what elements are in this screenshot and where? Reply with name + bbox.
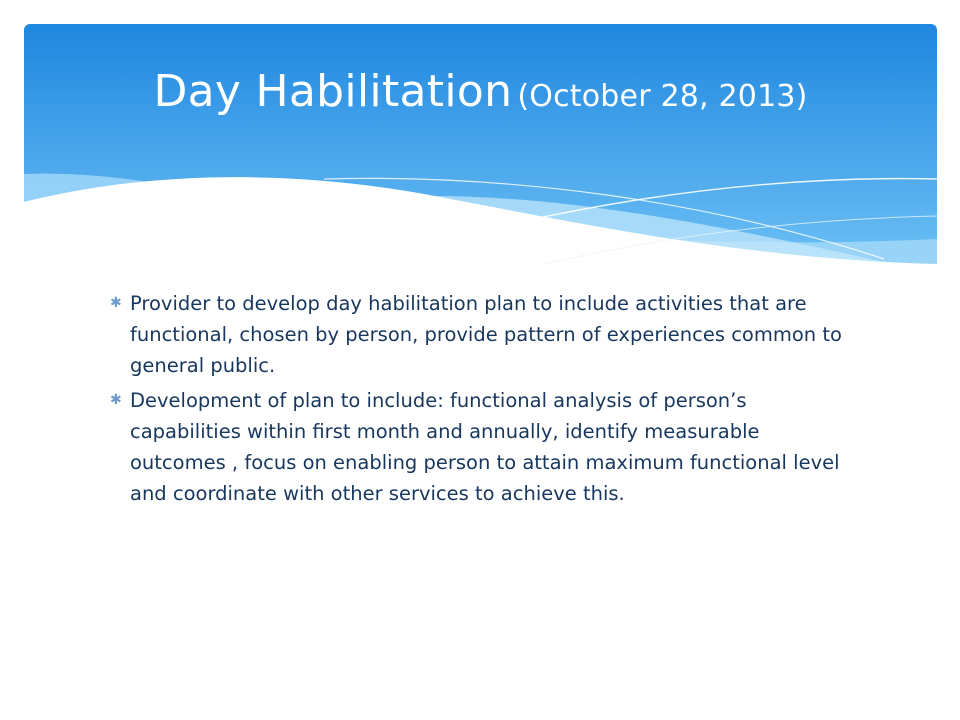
- title-date: (October 28, 2013): [517, 79, 808, 114]
- bullet-star-icon: ✱: [110, 295, 122, 311]
- header-band: [24, 24, 937, 274]
- bullet-list: [110, 288, 850, 513]
- slide-title: [24, 66, 937, 117]
- bullet-text: Provider to develop day habilitation plan to include activities that are functional, chosen by person, provide pattern of experiences common to general public.: [130, 292, 842, 377]
- bullet-item: [110, 385, 850, 509]
- title-main: Day Habilitation: [153, 66, 513, 117]
- header-wave-graphic: [24, 24, 937, 274]
- bullet-text: Development of plan to include: functional analysis of person’s capabilities within first month and annually, identify measurable outcomes , focus on enabling person to attain maximum functional level and coordinate with other services to achieve this.: [130, 389, 840, 505]
- bullet-star-icon: ✱: [110, 392, 122, 408]
- bullet-item: [110, 288, 850, 381]
